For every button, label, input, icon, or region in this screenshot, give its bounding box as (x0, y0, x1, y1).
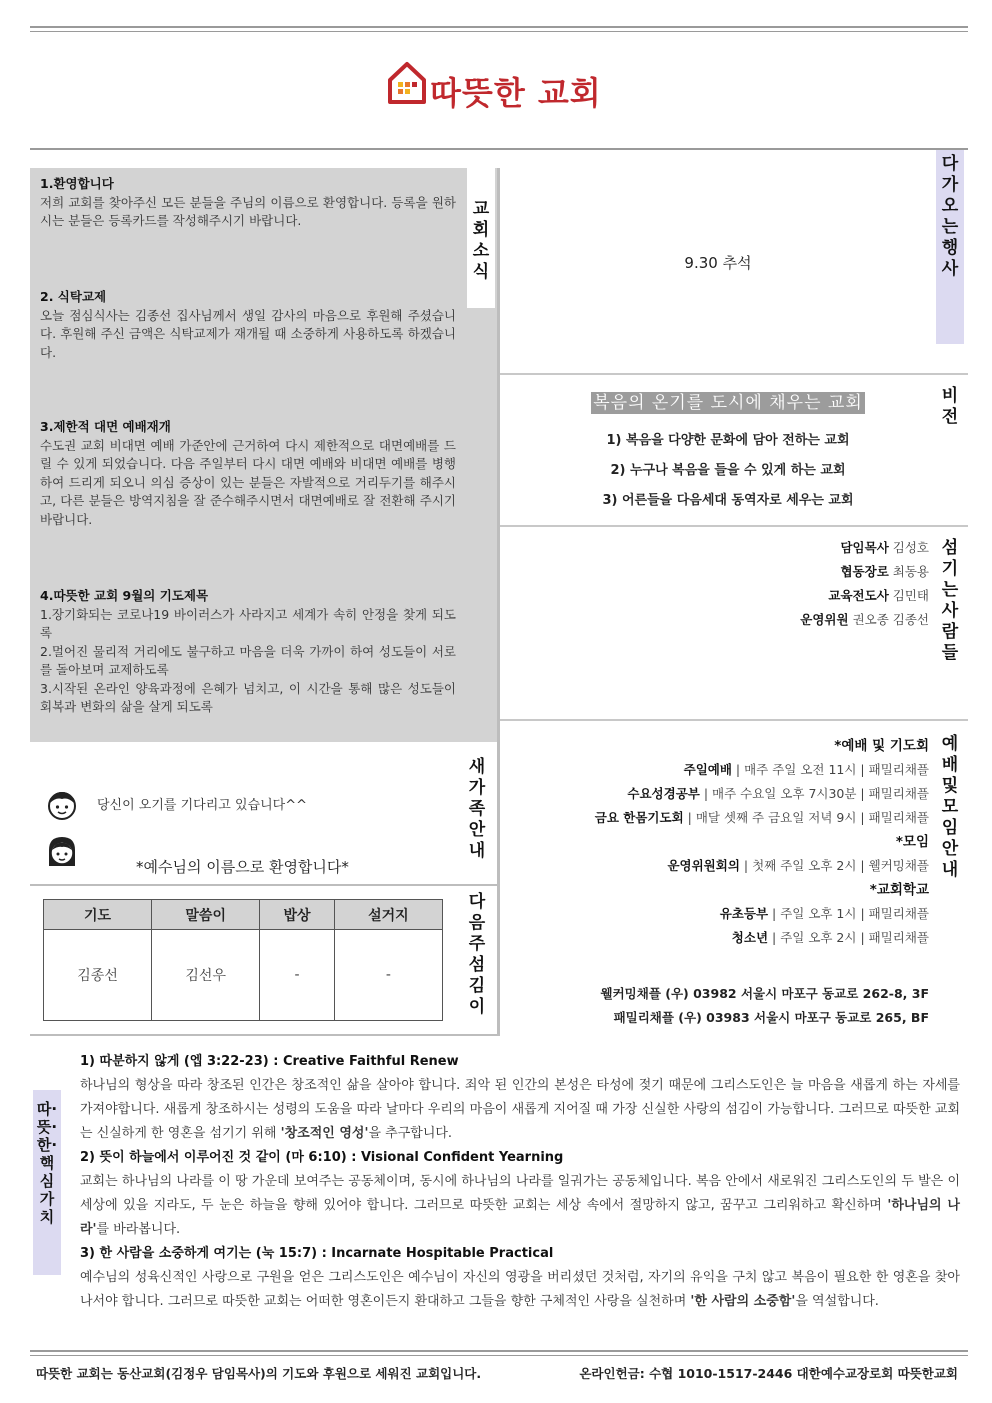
staff-role: 협동장로 (840, 564, 889, 579)
staff-role: 교육전도사 (828, 588, 889, 603)
vision-item: 2) 누구나 복음을 들을 수 있게 하는 교회 (610, 463, 846, 478)
schedule-row (505, 758, 929, 782)
family-line2: *예수님의 이름으로 환영합니다* (136, 858, 349, 876)
news-item-3 (40, 418, 456, 529)
news-heading: 3.제한적 대면 예배재개 (40, 419, 171, 434)
address: 웰커밍채플 (우) 03982 서울시 마포구 동교로 262-8, 3F (600, 986, 929, 1001)
schedule-detail: | 주일 오후 2시 | 패밀리채플 (768, 930, 929, 945)
core-body: 예수님의 성육신적인 사랑으로 구원을 얻은 그리스도인은 예수님이 자신의 영광을 버리셨던 것처럼, 자기의 유익을 구치 않고 복음이 필요한 한 영혼을 찾아 나서야 합니다. 그러므로 따뜻한 교회는 어떠한 영혼이든지 환대하고 그들을 향한 구체적인 사랑을 실천하며 '한 사람의 소중함'을 역설합니다. (80, 1270, 960, 1309)
header-rule (30, 148, 968, 150)
staff-title: 섬기는사람들 (941, 538, 959, 663)
schedule-name: 청소년 (731, 930, 769, 945)
schedule-detail: | 매달 셋째 주 금요일 저녁 9시 | 패밀리채플 (683, 810, 929, 825)
house-logo-icon (386, 58, 428, 108)
schedule-name: 유초등부 (719, 906, 769, 921)
core-body: 교회는 하나님의 나라를 이 땅 가운데 보여주는 공동체이며, 동시에 하나님의 나라를 일궈가는 공동체입니다. 복음 안에서 새로워진 그리스도인의 두 발은 이 세상에 있을 지라도, 두 눈은 하늘을 향해 있어야 합니다. 그러므로 따뜻한 교회는 세상 속에서 절망하지 않고, 꿈꾸고 그리워하고 확신하며 '하나님의 나라'를 바라봅니다. (80, 1174, 960, 1237)
top-rule-thin (30, 31, 968, 32)
core-rule (30, 1034, 500, 1036)
footer-right: 온라인헌금: 수협 1010-1517-2446 대한예수교장로회 따뜻한교회 (579, 1366, 958, 1381)
logo-title: 따뜻한 교회 (430, 74, 602, 112)
core-body: 하나님의 형상을 따라 창조된 인간은 창조적인 삶을 살아야 합니다. 죄악 된 인간의 본성은 타성에 젖기 때문에 그리스도인은 늘 마음을 새롭게 하는 자세를 가져야합니다. 새롭게 창조하시는 성령의 도움을 따라 날마다 우리의 마음이 새롭게 지어질 때 가장 신실한 사랑의 섬김이 가능합니다. 그러므로 따뜻한 교회는 신실하게 한 영혼을 섬기기 위해 '창조적인 영성'을 추구합니다. (80, 1078, 960, 1141)
news-item-4 (40, 587, 456, 717)
staff-rule (500, 525, 968, 527)
schedule-name: 주일예배 (683, 762, 732, 777)
schedule-row (505, 854, 929, 878)
staff-role: 운영위원 (800, 612, 849, 627)
core-heading: 3) 한 사람을 소중하게 여기는 (눅 15:7) : Incarnate Hospitable Practical (80, 1246, 554, 1261)
schedule-heading: *모임 (895, 834, 929, 850)
column-divider (497, 168, 500, 1036)
vision-item: 3) 어른들을 다음세대 동역자로 세우는 교회 (602, 493, 854, 508)
staff-name: 최동용 (892, 564, 929, 579)
vision-slogan-wrap (500, 388, 956, 413)
schedule-rule (500, 719, 968, 721)
staff-name: 김민태 (892, 588, 929, 603)
server-cell: - (260, 930, 335, 1021)
staff-row (520, 560, 929, 584)
server-cell: 김종선 (44, 930, 152, 1021)
news-item-2 (40, 288, 456, 362)
server-table (43, 899, 443, 1021)
schedule-title: 예배및모임안내 (941, 734, 959, 880)
news-title: 교회소식 (472, 199, 490, 282)
schedule-row (505, 806, 929, 830)
events-title: 다가오는행사 (941, 154, 959, 279)
family-line1: 당신이 오기를 기다리고 있습니다^^ (97, 798, 307, 813)
schedule-name: 수요성경공부 (627, 786, 700, 801)
server-header: 말씀이 (152, 900, 260, 930)
address: 패밀리채플 (우) 03983 서울시 마포구 동교로 265, BF (613, 1010, 929, 1025)
footer-rule (30, 1350, 968, 1352)
news-body: 저희 교회를 찾아주신 모든 분들을 주님의 이름으로 환영합니다. 등록을 원하시는 분들은 등록카드를 작성해주시기 바랍니다. (40, 194, 456, 228)
vision-rule (500, 373, 968, 375)
staff-name: 권오종 김종선 (852, 612, 929, 627)
schedule-list (505, 734, 929, 950)
news-heading: 4.따뜻한 교회 9월의 기도제목 (40, 588, 209, 603)
vision-item: 1) 복음을 다양한 문화에 담아 전하는 교회 (606, 433, 850, 448)
server-cell: 김선우 (152, 930, 260, 1021)
staff-row (520, 584, 929, 608)
core-emphasis: '하나님의 나라' (80, 1198, 960, 1237)
schedule-name: 금요 한몸기도회 (594, 810, 684, 825)
schedule-name: 운영위원회의 (667, 858, 740, 873)
schedule-heading: *예배 및 기도회 (834, 738, 929, 754)
schedule-row (505, 782, 929, 806)
schedule-detail: | 매주 수요일 오후 7시30분 | 패밀리채플 (699, 786, 929, 801)
news-item-1 (40, 175, 456, 231)
schedule-detail: | 첫째 주일 오후 2시 | 웰커밍채플 (739, 858, 929, 873)
vision-list (500, 426, 956, 516)
core-emphasis: '한 사람의 소중함' (690, 1294, 796, 1309)
family-title: 새가족안내 (468, 757, 486, 861)
staff-row (520, 536, 929, 560)
schedule-detail: | 주일 오후 1시 | 패밀리채플 (768, 906, 929, 921)
news-heading: 2. 식탁교제 (40, 289, 107, 304)
next-week-title: 다음주섬김이 (468, 892, 486, 1017)
church-logo (386, 58, 616, 113)
core-heading: 2) 뜻이 하늘에서 이루어진 것 같이 (마 6:10) : Visional Confident Yearning (80, 1150, 564, 1165)
footer-left: 따뜻한 교회는 동산교회(김정우 담임목사)의 기도와 후원으로 세워진 교회입니다. (36, 1366, 482, 1381)
top-rule (30, 26, 968, 28)
news-heading: 1.환영합니다 (40, 176, 114, 191)
server-header: 설거지 (334, 900, 442, 930)
core-item-3 (80, 1242, 960, 1314)
server-header: 기도 (44, 900, 152, 930)
schedule-row (505, 902, 929, 926)
core-heading: 1) 따분하지 않게 (엡 3:22-23) : Creative Faithful Renew (80, 1054, 459, 1069)
news-body: 수도권 교회 비대면 예배 가준안에 근거하여 다시 제한적으로 대면예배를 드릴 수 있게 되었습니다. 다음 주일부터 다시 대면 예배와 비대면 예배를 병행하여 드리게 되오니 의심 증상이 있는 분들은 자발적으로 거리두기를 해주시고, 다른 분들은 방역지침을 잘 준수해주시면서 대면예배로 잘 전환해 주시기 바랍니다. (40, 437, 456, 527)
schedule-heading: *교회학교 (869, 882, 929, 898)
family-rule (30, 884, 497, 886)
staff-list (520, 536, 929, 632)
boy-face-icon (46, 788, 78, 822)
footer-rule-thin (30, 1355, 968, 1356)
core-item-1 (80, 1050, 960, 1146)
server-header: 밥상 (260, 900, 335, 930)
vision-slogan: 복음의 온기를 도시에 채우는 교회 (593, 393, 863, 413)
core-emphasis: '창조적인 영성' (280, 1126, 369, 1141)
staff-role: 담임목사 (840, 540, 889, 555)
address-list (505, 982, 929, 1030)
vision-title: 비전 (941, 386, 959, 427)
news-body: 오늘 점심식사는 김종선 집사님께서 생일 감사의 마음으로 후원해 주셨습니다. 후원해 주신 금액은 식탁교제가 재개될 때 소중하게 사용하도록 하겠습니다. (40, 307, 456, 360)
server-cell: - (334, 930, 442, 1021)
staff-row (520, 608, 929, 632)
girl-face-icon (46, 834, 78, 870)
staff-name: 김성호 (892, 540, 929, 555)
core-title: 따·뜻·한·핵심가치 (36, 1100, 58, 1226)
events-text: 9.30 추석 (684, 254, 752, 272)
schedule-row (505, 926, 929, 950)
core-item-2 (80, 1146, 960, 1242)
news-body: 1.장기화되는 코로나19 바이러스가 사라지고 세계가 속히 안정을 찾게 되도록 2.멀어진 물리적 거리에도 불구하고 마음을 더욱 가까이 하여 성도들이 서로를 돌아보며 교제하도록 3.시작된 온라인 양육과정에 은혜가 넘치고, 이 시간을 통해 많은 성도들이 회복과 변화의 삶을 살게 되도록 (40, 606, 456, 714)
schedule-detail: | 매주 주일 오전 11시 | 패밀리채플 (731, 762, 929, 777)
